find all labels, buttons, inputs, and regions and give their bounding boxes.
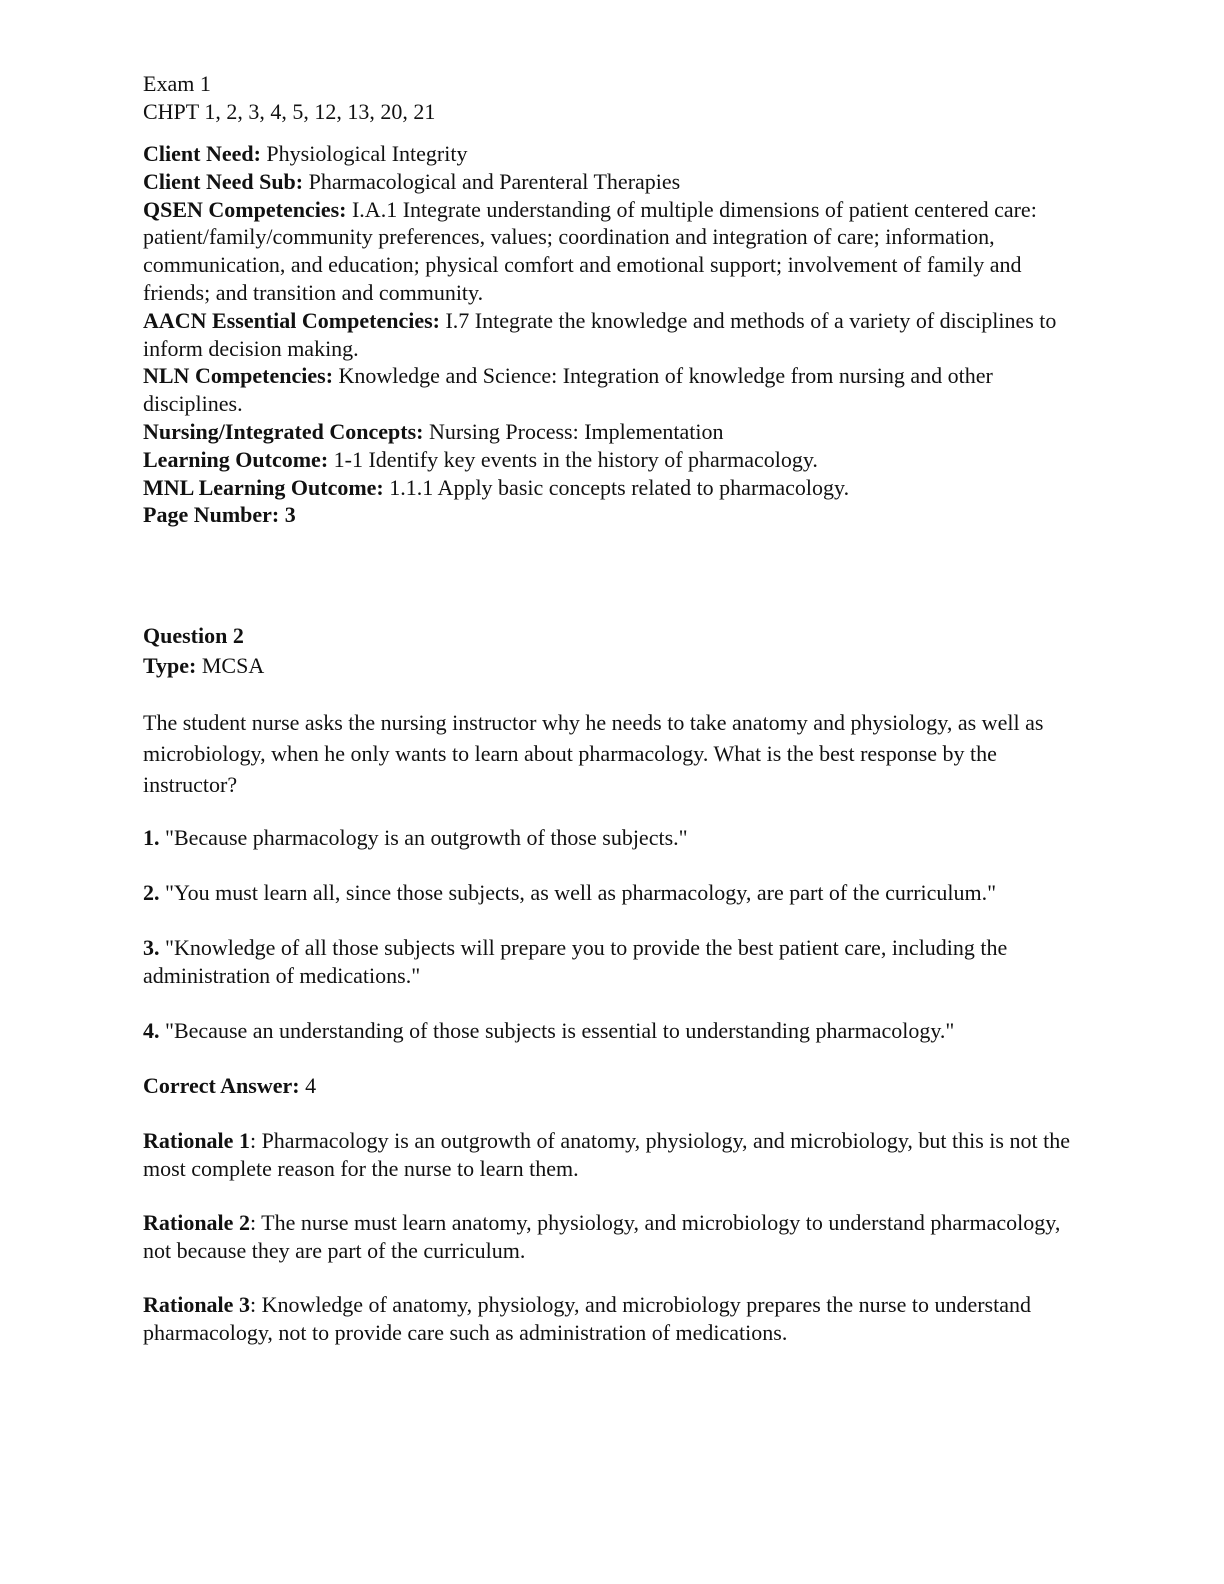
meta-label: MNL Learning Outcome:: [143, 474, 384, 500]
answer-option: [143, 934, 1078, 990]
question-stem: The student nurse asks the nursing instructor why he needs to take anatomy and physiology, as well as microbiology, when he only wants to learn about pharmacology. What is the best response by the instructor?: [143, 710, 1044, 798]
exam-title: Exam 1: [143, 71, 211, 96]
question-type: [143, 651, 1078, 681]
option-number: 2.: [143, 880, 160, 906]
option-number: 4.: [143, 1018, 160, 1044]
answer-option: [143, 1017, 1078, 1045]
meta-label: Client Need Sub:: [143, 168, 304, 194]
option-number: 1.: [143, 825, 160, 851]
rationale-label: Rationale 2: [143, 1210, 250, 1236]
meta-value: Nursing Process: Implementation: [429, 418, 724, 444]
meta-nursing-concepts: [143, 418, 1078, 446]
meta-value: 1-1 Identify key events in the history of pharmacology.: [333, 446, 818, 472]
meta-label: Nursing/Integrated Concepts:: [143, 418, 424, 444]
option-text: "Because an understanding of those subjects is essential to understanding pharmacology.": [165, 1018, 955, 1044]
option-text: "Because pharmacology is an outgrowth of those subjects.": [165, 825, 688, 851]
meta-value: I.A.1 Integrate understanding of multiple dimensions of patient centered care: patient/family/community preferences, values; coordination and integration of care; information, communication, and education; physical comfort and emotional support; involvement of family and friends; and transition and community.: [143, 196, 1037, 305]
meta-value: 1.1.1 Apply basic concepts related to pharmacology.: [389, 474, 850, 500]
type-label: Type:: [143, 653, 197, 679]
correct-answer: [143, 1072, 1078, 1100]
rationale-label: Rationale 1: [143, 1128, 250, 1154]
meta-qsen: [143, 196, 1078, 307]
answer-value: 4: [305, 1073, 317, 1099]
option-number: 3.: [143, 935, 160, 961]
rationale: [143, 1291, 1078, 1347]
exam-header: [143, 70, 1078, 126]
answer-option: [143, 824, 1078, 852]
chapter-list: CHPT 1, 2, 3, 4, 5, 12, 13, 20, 21: [143, 99, 436, 124]
rationale-text: : Knowledge of anatomy, physiology, and microbiology prepares the nurse to understand pharmacology, not to provide care such as administration of medications.: [143, 1292, 1031, 1346]
answer-label: Correct Answer:: [143, 1073, 300, 1099]
answer-option: [143, 879, 1078, 907]
meta-label: NLN Competencies:: [143, 363, 334, 389]
rationale: [143, 1209, 1078, 1265]
meta-mnl-outcome: [143, 474, 1078, 502]
option-text: "You must learn all, since those subjects, as well as pharmacology, are part of the curriculum.": [165, 880, 997, 906]
meta-page-number: [143, 501, 1078, 529]
meta-value: Physiological Integrity: [266, 141, 468, 166]
meta-value: Pharmacological and Parenteral Therapies: [308, 168, 681, 194]
meta-label: Client Need:: [143, 141, 261, 166]
meta-value: I.7 Integrate the knowledge and methods of a variety of disciplines to inform decision making.: [143, 307, 1057, 361]
question-block: [143, 621, 1078, 1347]
meta-learning-outcome: [143, 446, 1078, 474]
meta-label: Learning Outcome:: [143, 446, 329, 472]
question-title: Question 2: [143, 623, 244, 649]
type-value: MCSA: [201, 653, 265, 679]
rationale-label: Rationale 3: [143, 1292, 250, 1318]
meta-client-need: [143, 140, 1078, 168]
meta-label: Page Number: 3: [143, 502, 296, 528]
meta-aacn: [143, 307, 1078, 363]
option-text: "Knowledge of all those subjects will prepare you to provide the best patient care, including the administration of medications.": [143, 935, 1008, 989]
rationale-text: : The nurse must learn anatomy, physiology, and microbiology to understand pharmacology, not because they are part of the curriculum.: [143, 1210, 1061, 1264]
meta-client-need-sub: [143, 168, 1078, 196]
document-page: [143, 70, 1078, 1373]
section-gap: [143, 529, 1078, 621]
meta-nln: [143, 362, 1078, 418]
meta-label: QSEN Competencies:: [143, 196, 347, 222]
rationale-text: : Pharmacology is an outgrowth of anatomy, physiology, and microbiology, but this is not the most complete reason for the nurse to learn them.: [143, 1128, 1070, 1182]
meta-label: AACN Essential Competencies:: [143, 307, 440, 333]
rationale: [143, 1127, 1078, 1183]
question-metadata: [143, 140, 1078, 529]
meta-value: Knowledge and Science: Integration of knowledge from nursing and other disciplines.: [143, 363, 993, 417]
